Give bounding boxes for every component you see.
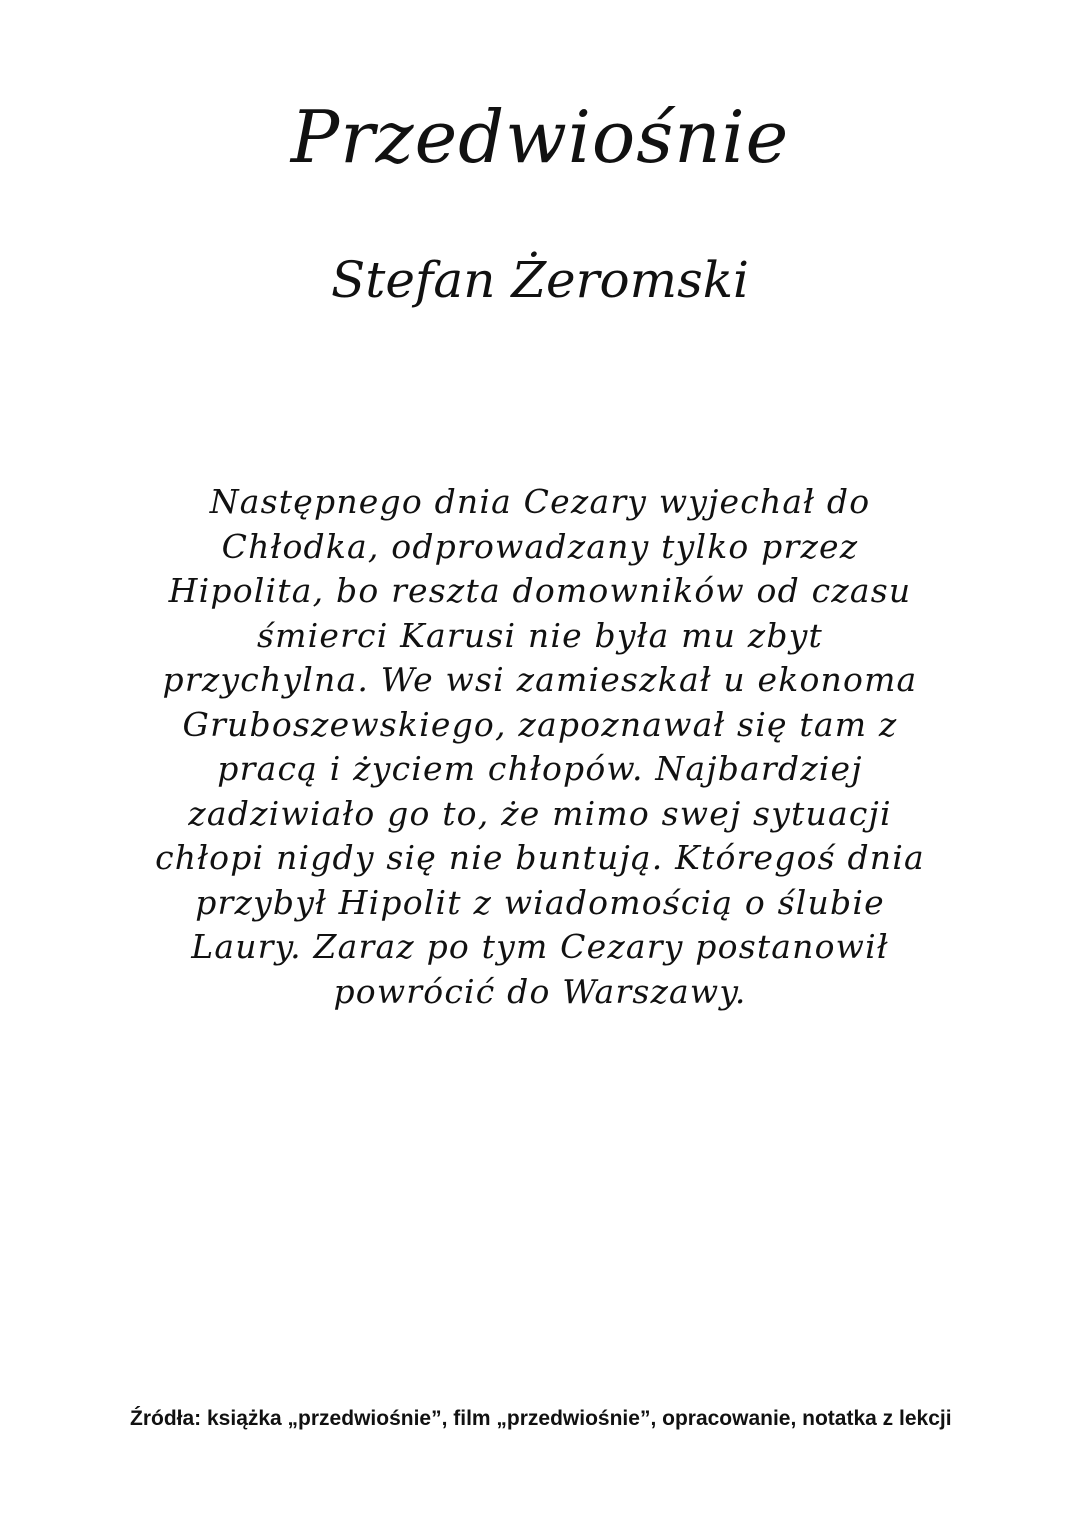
document-title: Przedwiośnie (290, 95, 790, 179)
summary-paragraph (140, 480, 940, 1014)
paragraph-line: Chłodka, odprowadzany tylko przez (221, 526, 859, 566)
document-author: Stefan Żeromski (330, 251, 750, 309)
paragraph-line: Następnego dnia Cezary wyjechał do (209, 482, 871, 521)
paragraph-line: przychylna. We wsi zamieszkał u ekonoma (162, 660, 918, 699)
paragraph-line: śmierci Karusi nie była mu zbyt (256, 615, 824, 655)
paragraph-line: Hipolita, bo reszta domowników od czasu (168, 571, 912, 610)
paragraph-line: Gruboszewskiego, zapoznawał się tam z (182, 704, 898, 744)
paragraph-line: zadziwiało go to, że mimo swej sytuacji (188, 793, 892, 833)
paragraph-line: przybył Hipolit z wiadomością o ślubie (195, 882, 885, 922)
paragraph-line: pracą i życiem chłopów. Najbardziej (217, 749, 863, 788)
paragraph-line: powrócić do Warszawy. (333, 971, 747, 1011)
paragraph-line: chłopi nigdy się nie buntują. Któregoś dnia (155, 838, 925, 877)
sources-note: Źródła: książka „przedwiośnie”, film „przedwiośnie”, opracowanie, notatka z lekcji (130, 1407, 952, 1430)
paragraph-line: Laury. Zaraz po tym Cezary postanowił (191, 927, 889, 966)
